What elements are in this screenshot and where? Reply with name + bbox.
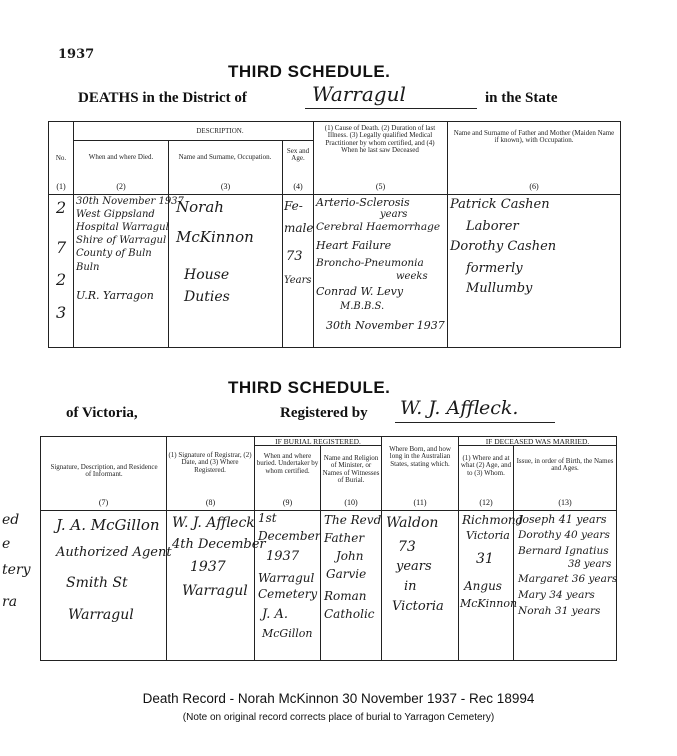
born-state: Victoria [392,599,444,614]
doctor-qualification: M.B.B.S. [340,301,385,312]
informant-line: Warragul [68,607,134,623]
minister-line: Garvie [326,567,367,581]
cause-line: years [380,209,408,220]
col-num-4: (4) [293,182,303,191]
informant-line: Authorized Agent [56,545,172,560]
mother-note: formerly [466,261,523,276]
issue-line: Dorothy 40 years [518,529,610,541]
minister-line: The Revd [324,513,382,527]
col-header-no: No. [55,154,67,162]
issue-line: Norah 31 years [518,605,601,617]
col-header-minister: Name and Religion of Minister, or Names of Witnesses of Burial. [322,454,380,485]
deceased-first-name: Norah [176,198,224,216]
col-num-2: (2) [116,182,126,191]
record-year: 1937 [58,47,95,62]
informant-line: Smith St [66,575,128,591]
col-num-13: (13) [558,498,572,507]
entry-no-digit: 2 [56,270,67,289]
col-num-6: (6) [529,182,539,191]
occupation-line: Duties [184,289,230,305]
issue-line: Margaret 36 years [518,573,618,585]
cause-line: Arterio-Sclerosis [316,196,410,209]
margin-fragment: ra [2,594,18,610]
entry-no-digit: 7 [56,238,67,257]
spouse-surname: McKinnon [460,597,518,610]
sex-line: Fe- [284,199,303,213]
schedule-title: THIRD SCHEDULE. [228,62,391,81]
record-caption: Death Record - Norah McKinnon 30 November 1937 - Rec 18994 [142,691,535,706]
last-seen-date: 30th November 1937 [326,319,445,332]
years-in-state: 73 [398,539,416,555]
issue-line: Mary 34 years [518,589,595,601]
col-header-buried: When and where buried. Undertaker by whom certified. [256,452,319,475]
burial-line: Warragul [258,571,315,585]
registrar-signature: W. J. Affleck [172,515,255,531]
col-num-7: (7) [98,498,109,507]
col-header-name: Name and Surname, Occupation. [178,153,272,161]
col-header-informant: Signature, Description, and Residence of Informant. [50,463,158,479]
cause-line: Heart Failure [316,239,392,252]
burial-line: December [258,529,321,543]
minister-line: Catholic [324,607,375,621]
col-header-when-where: When and where Died. [88,153,154,161]
occupation-line: House [184,267,230,283]
issue-line: Bernard Ignatius [518,545,609,557]
col-num-1: (1) [56,182,66,191]
deceased-surname: McKinnon [176,228,254,246]
married-age: 31 [476,551,494,567]
registered-by-label: Registered by [280,405,368,421]
years-in-state-unit: years [396,559,432,574]
deaths-district-label: DEATHS in the District of [78,90,247,106]
minister-line: John [336,549,364,563]
when-where-line: Buln [76,262,100,273]
col-header-parents: Name and Surname of Father and Mother (Maiden Name if known), with Occupation. [453,129,615,145]
when-where-line: County of Buln [76,248,152,259]
col-header-cause: (1) Cause of Death. (2) Duration of last Illness. (3) Legally qualified Medical Practitioner by whom certified, and (4) When he last saw Deceased [324,124,436,155]
married-header: IF DECEASED WAS MARRIED. [485,437,590,446]
burial-line: J. A. [262,607,288,622]
issue-line: 38 years [568,559,612,570]
informant-line: J. A. McGillon [56,516,160,534]
burial-line: 1st [258,511,277,525]
born-in-word: in [404,579,417,594]
col-num-5: (5) [375,182,386,191]
registrar-name: W. J. Affleck. [400,397,519,419]
record-note: (Note on original record corrects place of burial to Yarragon Cemetery) [182,712,495,723]
col-num-3: (3) [220,182,231,191]
margin-fragment: ed [2,512,20,528]
cause-line: Broncho-Pneumonia [316,257,424,269]
margin-fragment: e [2,536,11,552]
registration-year: 1937 [190,559,226,575]
married-state: Victoria [466,529,510,542]
father-occupation: Laborer [466,219,519,234]
district-name: Warragul [312,82,406,106]
certifying-doctor: Conrad W. Levy [316,285,404,298]
col-num-12: (12) [479,498,493,507]
mother-maiden-name: Mullumby [466,281,533,296]
col-num-8: (8) [205,498,216,507]
when-where-line: West Gippsland [76,209,155,220]
burial-line: 1937 [266,549,300,564]
minister-line: Father [324,531,365,545]
when-where-line: Shire of Warragul [76,235,167,246]
margin-fragment: tery [2,562,31,578]
birthplace: Waldon [386,515,439,531]
state-label: in the State [485,90,558,106]
burial-line: McGillon [262,627,313,640]
schedule-title-bottom: THIRD SCHEDULE. [228,378,391,397]
when-where-line: Hospital Warragul [76,222,169,233]
when-where-line: 30th November 1937 [76,196,184,207]
mother-name: Dorothy Cashen [450,239,557,254]
col-num-11: (11) [413,498,427,507]
when-where-line: U.R. Yarragon [76,289,154,302]
registration-place: Warragul [182,583,248,599]
col-header-born: Where Born, and how long in the Australian States, stating which. [389,445,451,468]
entry-no-digit: 2 [56,198,67,217]
minister-line: Roman [324,589,367,603]
married-place: Richmond [462,513,524,527]
col-header-registrar: (1) Signature of Registrar, (2) Date, and (3) Where Registered. [168,451,252,474]
sex-line: male [284,221,314,235]
burial-header: IF BURIAL REGISTERED. [275,437,361,446]
col-header-where-married: (1) Where and at what (2) Age, and to (3) Whom. [460,454,512,477]
age-value: 73 [286,249,303,264]
col-num-10: (10) [344,498,358,507]
father-name: Patrick Cashen [450,197,550,212]
burial-line: Cemetery [258,587,318,601]
col-header-issue: Issue, in order of Birth, the Names and Ages. [516,457,614,473]
of-victoria-label: of Victoria, [66,405,138,421]
description-header: DESCRIPTION. [196,127,244,135]
entry-no-digit: 3 [56,303,67,322]
cause-line: weeks [396,271,428,282]
col-num-9: (9) [282,498,293,507]
cause-line: Cerebral Haemorrhage [316,221,441,233]
spouse-first-name: Angus [464,579,502,593]
registration-date: 4th December [172,537,266,552]
issue-line: Joseph 41 years [518,513,607,526]
age-unit: Years [284,275,312,286]
col-header-sex-age: Sex and Age. [286,147,310,163]
